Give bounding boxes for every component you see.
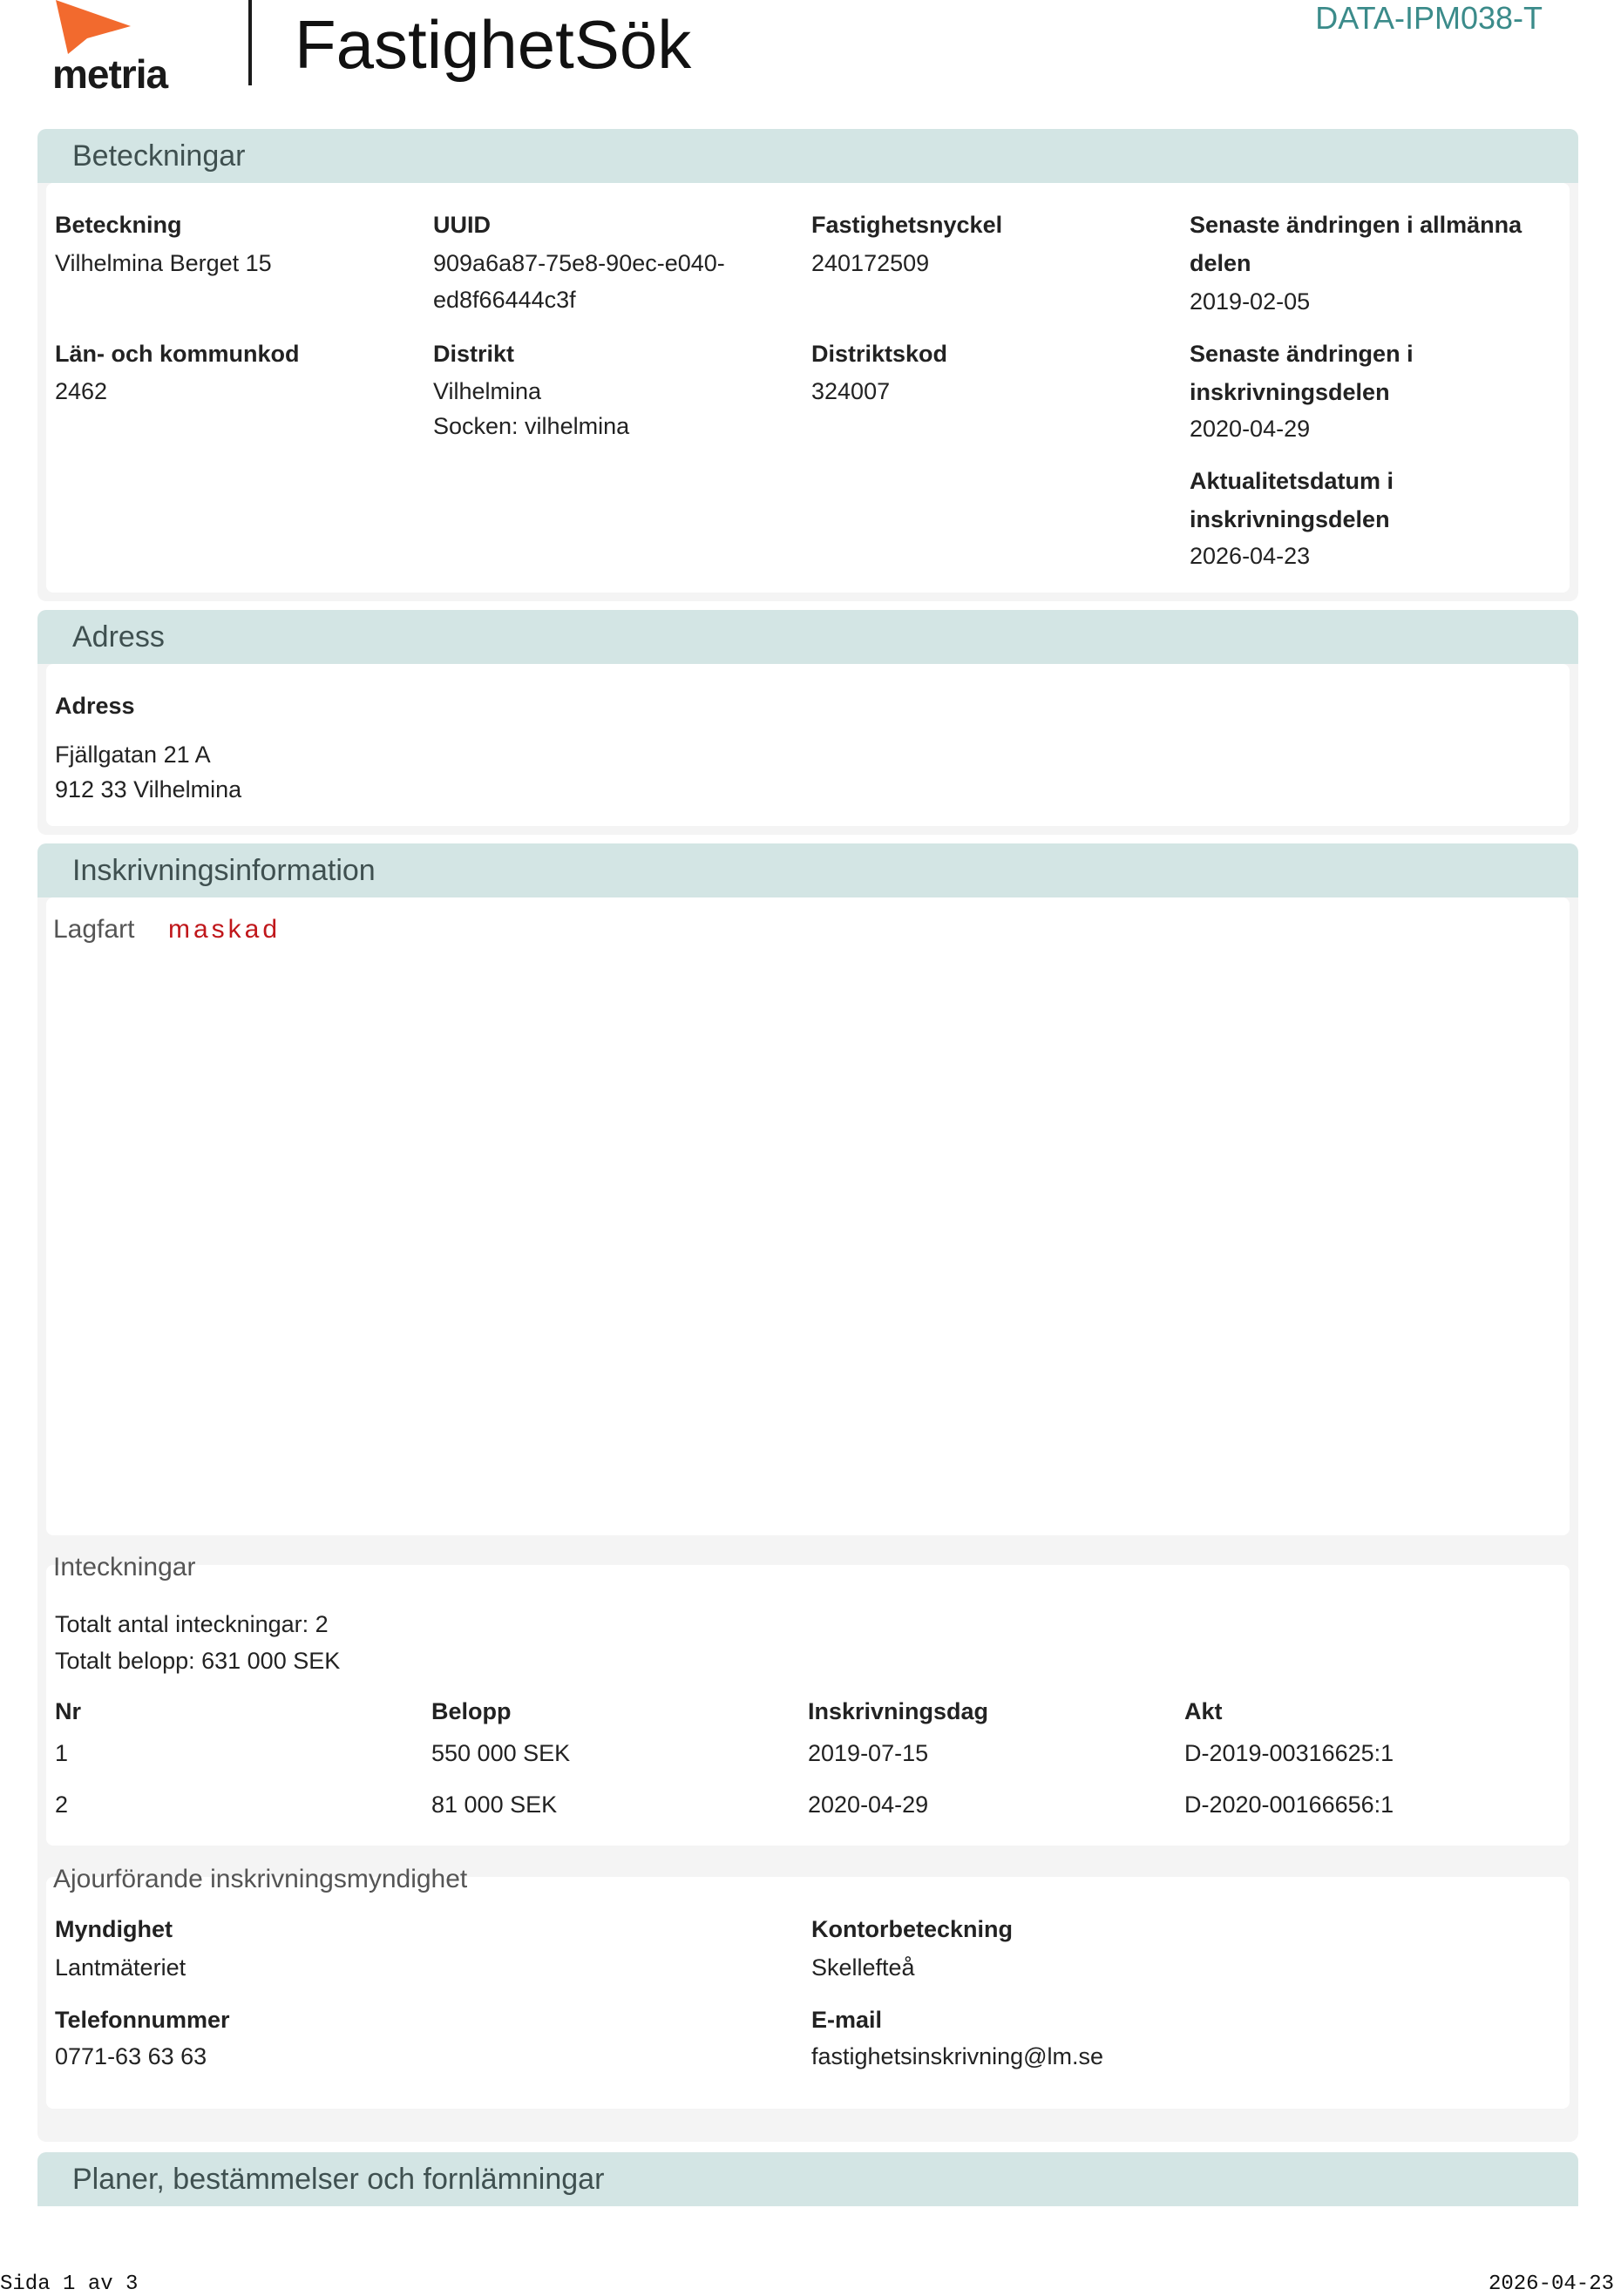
senaste-allmanna-label-line2: delen: [1190, 250, 1251, 276]
table-cell-akt: D-2019-00316625:1: [1184, 1740, 1394, 1766]
email-value: fastighetsinskrivning@lm.se: [811, 2043, 1104, 2069]
section-beteckningar: [37, 129, 1578, 601]
senaste-inskrivning-label-line2: inskrivningsdelen: [1190, 379, 1390, 405]
uuid-value-line2: ed8f66444c3f: [433, 287, 576, 313]
totalt-belopp: Totalt belopp: 631 000 SEK: [55, 1648, 341, 1674]
metria-arrow-icon: [54, 0, 132, 54]
inteckningar-panel: [46, 1553, 1570, 1846]
myndighet-label: Myndighet: [55, 1916, 173, 1942]
aktualitetsdatum-label-line1: Aktualitetsdatum i: [1190, 468, 1394, 494]
distriktskod-label: Distriktskod: [811, 341, 948, 367]
email-label: E-mail: [811, 2007, 883, 2033]
table-cell-nr: 1: [55, 1740, 69, 1766]
header-divider: [248, 0, 252, 85]
section-title-inskrivningsinformation: Inskrivningsinformation: [37, 843, 1578, 897]
footer-date: 2026-04-23: [1488, 2272, 1614, 2296]
senaste-allmanna-label-line1: Senaste ändringen i allmänna: [1190, 212, 1522, 238]
table-cell-nr: 2: [55, 1791, 69, 1818]
lan-kommunkod-value: 2462: [55, 378, 108, 404]
section-planer: [37, 2152, 1578, 2206]
aktualitetsdatum-label-line2: inskrivningsdelen: [1190, 506, 1390, 532]
adress-line1: Fjällgatan 21 A: [55, 742, 211, 768]
logo-wordmark: metria: [52, 51, 168, 97]
uuid-value-line1: 909a6a87-75e8-90ec-e040-: [433, 250, 725, 276]
section-title-adress: Adress: [37, 610, 1578, 664]
table-cell-inskrivningsdag: 2020-04-29: [808, 1791, 929, 1818]
table-header-belopp: Belopp: [431, 1698, 512, 1724]
senaste-inskrivning-value: 2020-04-29: [1190, 416, 1311, 442]
table-header-nr: Nr: [55, 1698, 82, 1724]
distrikt-value: Vilhelmina: [433, 378, 542, 404]
fastighetsnyckel-label: Fastighetsnyckel: [811, 212, 1003, 238]
lagfart-panel: [46, 897, 1570, 1535]
beteckningar-panel: [46, 183, 1570, 593]
table-cell-inskrivningsdag: 2019-07-15: [808, 1740, 929, 1766]
uuid-label: UUID: [433, 212, 491, 238]
inteckningar-title: Inteckningar: [53, 1553, 196, 1581]
adress-label: Adress: [55, 693, 135, 719]
page-number: Sida 1 av 3: [0, 2272, 139, 2296]
document-code: DATA-IPM038-T: [1315, 0, 1543, 36]
totalt-antal-inteckningar: Totalt antal inteckningar: 2: [55, 1611, 329, 1637]
distriktskod-value: 324007: [811, 378, 891, 404]
adress-panel: [46, 664, 1570, 826]
table-header-akt: Akt: [1184, 1698, 1223, 1724]
table-header-inskrivningsdag: Inskrivningsdag: [808, 1698, 989, 1724]
telefonnummer-value: 0771-63 63 63: [55, 2043, 207, 2069]
myndighet-title: Ajourförande inskrivningsmyndighet: [53, 1865, 468, 1893]
table-cell-belopp: 81 000 SEK: [431, 1791, 558, 1818]
metria-logo: [52, 0, 183, 97]
app-title: FastighetSök: [295, 6, 692, 83]
lagfart-label: Lagfart: [53, 915, 135, 944]
section-title-planer: Planer, bestämmelser och fornlämningar: [37, 2152, 1578, 2206]
kontorbeteckning-value: Skellefteå: [811, 1954, 915, 1981]
kontorbeteckning-label: Kontorbeteckning: [811, 1916, 1014, 1942]
myndighet-value: Lantmäteriet: [55, 1954, 186, 1981]
table-cell-akt: D-2020-00166656:1: [1184, 1791, 1394, 1818]
table-cell-belopp: 550 000 SEK: [431, 1740, 571, 1766]
aktualitetsdatum-value: 2026-04-23: [1190, 543, 1311, 569]
section-adress: [37, 610, 1578, 835]
beteckning-value: Vilhelmina Berget 15: [55, 250, 272, 276]
telefonnummer-label: Telefonnummer: [55, 2007, 230, 2033]
lan-kommunkod-label: Län- och kommunkod: [55, 341, 300, 367]
lagfart-masked-value: maskad: [168, 915, 281, 944]
fastighetsnyckel-value: 240172509: [811, 250, 930, 276]
distrikt-label: Distrikt: [433, 341, 515, 367]
adress-line2: 912 33 Vilhelmina: [55, 776, 242, 803]
senaste-inskrivning-label-line1: Senaste ändringen i: [1190, 341, 1414, 367]
beteckning-label: Beteckning: [55, 212, 182, 238]
section-inskrivningsinformation: [37, 843, 1578, 2142]
page-header: [0, 0, 1614, 105]
section-title-beteckningar: Beteckningar: [37, 129, 1578, 183]
senaste-allmanna-value: 2019-02-05: [1190, 288, 1311, 315]
socken-value: Socken: vilhelmina: [433, 413, 630, 439]
myndighet-panel: [46, 1865, 1570, 2109]
